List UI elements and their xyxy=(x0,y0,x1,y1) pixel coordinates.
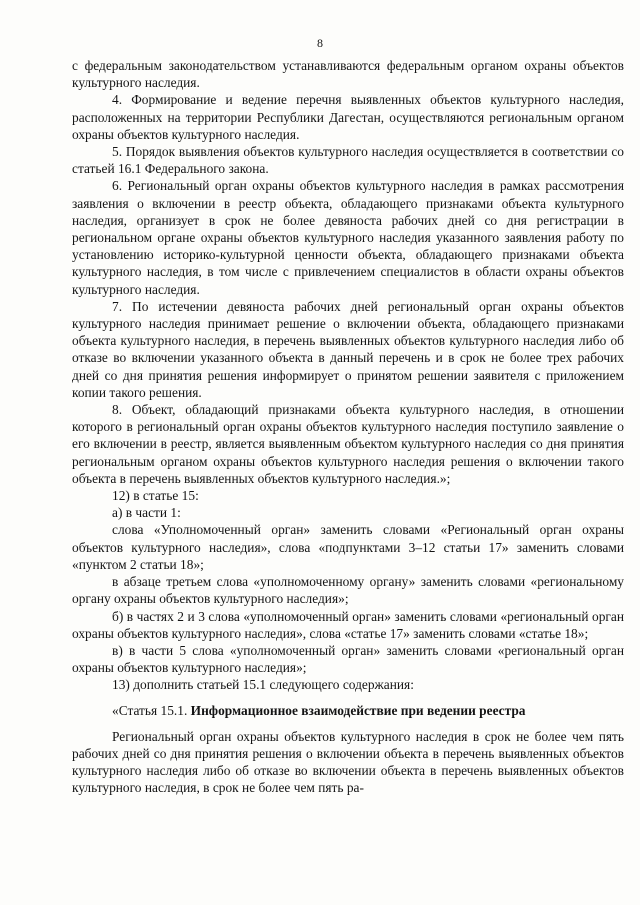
document-body xyxy=(72,57,624,797)
paragraph-add-article: 13) дополнить статьей 15.1 следующего содержания: xyxy=(112,677,414,693)
paragraph-third-abzac: в абзаце третьем слова «уполномоченному органу» заменить словами «региональному органу охраны объектов культурного наследия»; xyxy=(72,574,624,607)
article-heading-title: Информационное взаимодействие при ведении реестра xyxy=(190,702,526,718)
paragraph-part-5: в) в части 5 слова «уполномоченный орган» заменить словами «региональный орган охраны объектов культурного наследия»; xyxy=(72,642,624,676)
article-heading xyxy=(72,702,624,719)
paragraph-article-15: 12) в статье 15: xyxy=(112,488,199,504)
paragraph-item-7: 7. По истечении девяноста рабочих дней региональный орган охраны объектов культурного наследия принимает решение о включении объекта, обладающего признаками объекта культурного наследия, в перечень выявленных объектов культурного наследия либо об отказе во включении указанного объекта в данный перечень и в срок не более трех рабочих дней со дня принятия решения информирует о принятом решении заявителя с приложением копии такого решения. xyxy=(72,298,624,400)
page-number: 8 xyxy=(317,36,323,50)
article-heading-prefix: «Статья 15.1. xyxy=(112,702,191,718)
paragraph-parts-2-3: б) в частях 2 и 3 слова «уполномоченный орган» заменить словами «региональный орган охраны объектов культурного наследия», слова «статье 17» заменить словами «статье 18»; xyxy=(72,608,624,641)
paragraph-item-8: 8. Объект, обладающий признаками объекта культурного наследия, в отношении которого в региональный орган охраны объектов культурного наследия поступило заявление о его включении в реестр, является выявленным объектом культурного наследия со дня принятия региональным органом охраны объектов культурного наследия решения о включении такого объекта в перечень выявленных объектов культурного наследия.»; xyxy=(72,402,624,486)
paragraph-item-6: 6. Региональный орган охраны объектов культурного наследия в рамках рассмотрения заявления о включении в реестр объекта, обладающего признаками объекта культурного наследия, организует в срок не более девяноста рабочих дней со дня регистрации в региональном органе охраны объектов культурного наследия указанного заявления работу по установлению историко-культурной ценности объекта, обладающего признаками объекта культурного наследия, в том числе с привлечением специалистов в области охраны объектов культурного наследия. xyxy=(72,178,624,297)
paragraph-final: Региональный орган охраны объектов культурного наследия в срок не более чем пять рабочих дней со дня принятия решения о включении объекта в перечень выявленных объектов культурного наследия либо об отказе во включении объекта в перечень выявленных объектов культурного наследия, в срок не более чем пять ра- xyxy=(72,728,624,796)
paragraph-part-1: а) в части 1: xyxy=(112,505,181,521)
paragraph-item-4: 4. Формирование и ведение перечня выявленных объектов культурного наследия, расположенных на территории Республики Дагестан, осуществляются региональным органом охраны объектов культурного наследия. xyxy=(72,92,624,142)
paragraph-replace-words: слова «Уполномоченный орган» заменить словами «Региональный орган охраны объектов культурного наследия», слова «подпунктами 3–12 статьи 17» заменить словами «пунктом 2 статьи 18»; xyxy=(72,522,624,572)
paragraph-item-5: 5. Порядок выявления объектов культурного наследия осуществляется в соответствии со статьей 16.1 Федерального закона. xyxy=(72,144,624,177)
paragraph-continuation: с федеральным законодательством устанавливаются федеральным органом охраны объектов культурного наследия. xyxy=(72,58,624,91)
